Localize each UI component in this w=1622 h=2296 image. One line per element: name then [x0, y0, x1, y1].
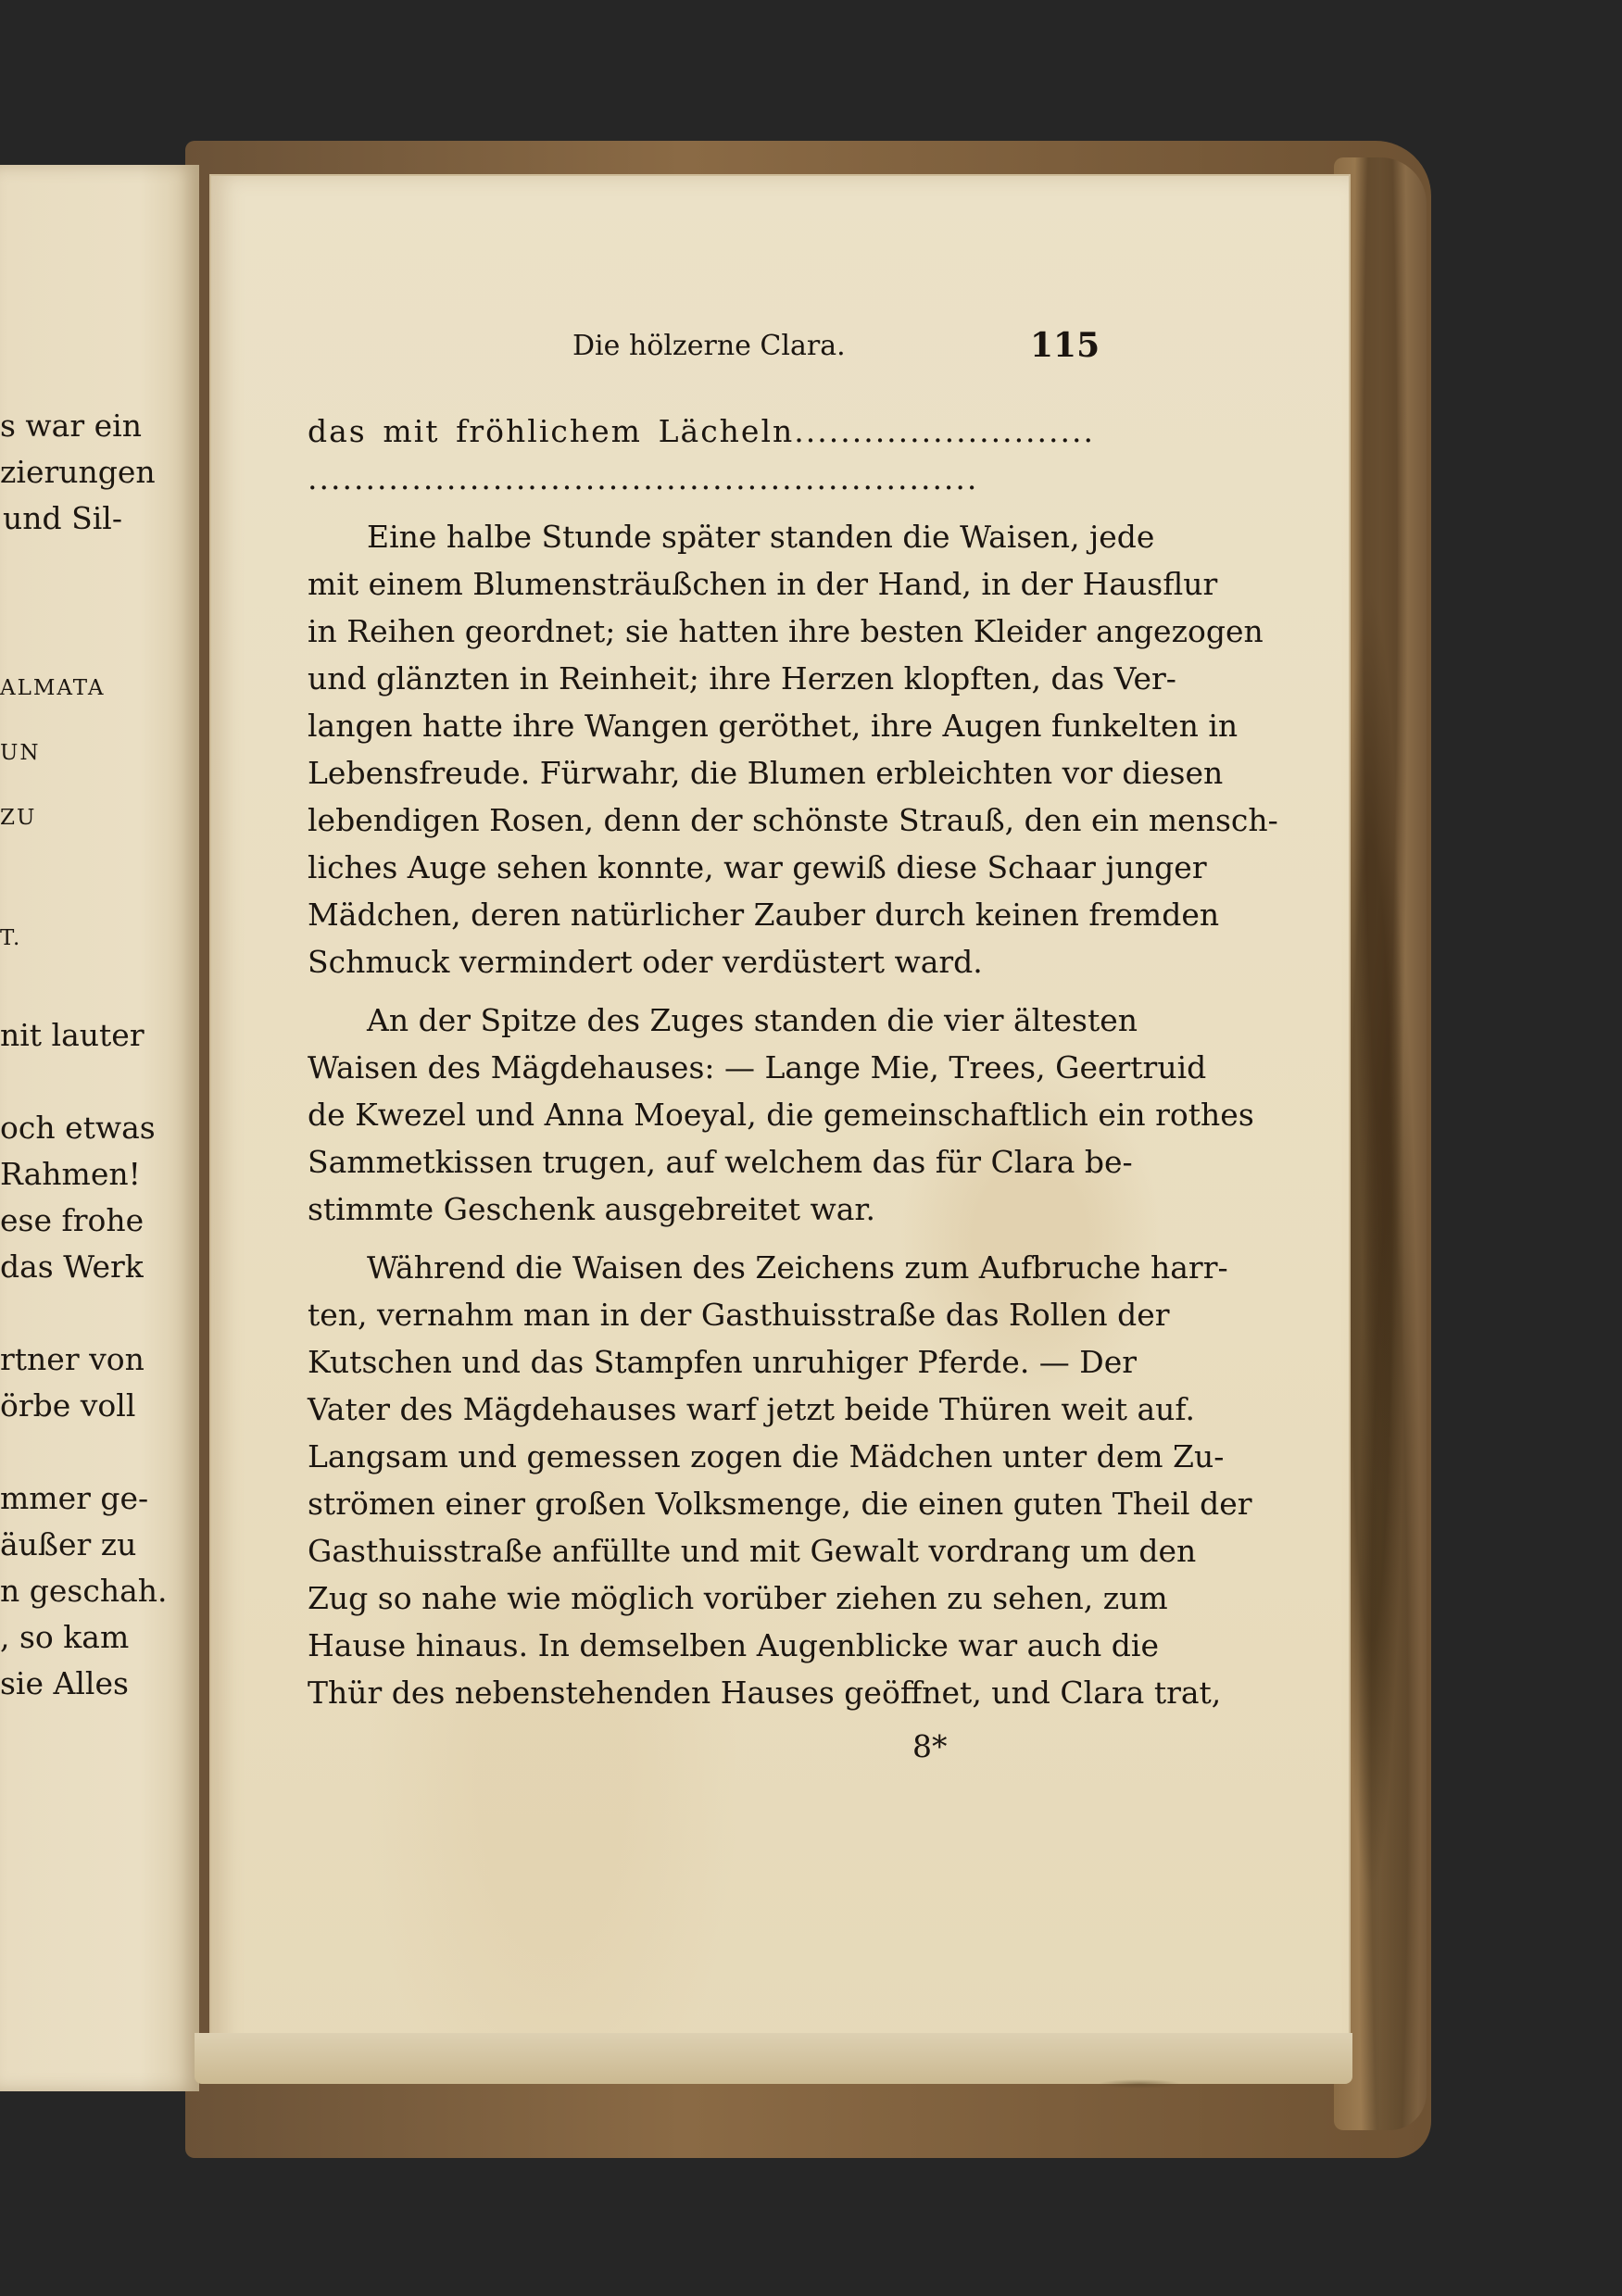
left-page-line: och etwas — [0, 1110, 156, 1146]
signature-mark: 8* — [912, 1728, 948, 1764]
text-line: Sammetkissen trugen, auf welchem das für Clara be- — [308, 1144, 1133, 1180]
text-line: Thür des nebenstehenden Hauses geöffnet, und Clara trat, — [308, 1675, 1222, 1711]
text-line: Langsam und gemessen zogen die Mädchen unter dem Zu- — [308, 1438, 1225, 1474]
text-line: Während die Waisen des Zeichens zum Aufbruche harr- — [367, 1249, 1228, 1286]
text-line: .......................................................... — [308, 460, 979, 496]
page-smudge — [1098, 2079, 1181, 2089]
left-page-line: nit lauter — [0, 1017, 145, 1053]
text-line: Schmuck vermindert oder verdüstert ward. — [308, 944, 983, 980]
text-line: Gasthuisstraße anfüllte und mit Gewalt vordrang um den — [308, 1533, 1197, 1569]
left-page-line: zierungen — [0, 454, 156, 490]
text-line: langen hatte ihre Wangen geröthet, ihre Augen funkelten in — [308, 708, 1239, 744]
text-line: Mädchen, deren natürlicher Zauber durch keinen fremden — [308, 897, 1220, 933]
page-bottom-edge — [195, 2033, 1352, 2084]
text-line: stimmte Geschenk ausgebreitet war. — [308, 1191, 876, 1227]
left-page-line: örbe voll — [0, 1387, 136, 1424]
text-line: mit einem Blumensträußchen in der Hand, in der Hausflur — [308, 566, 1218, 602]
left-page-line: rtner von — [0, 1341, 145, 1377]
left-page-line: sie Alles — [0, 1665, 129, 1701]
text-line: liches Auge sehen konnte, war gewiß diese Schaar junger — [308, 849, 1207, 885]
left-page-line: n geschah. — [0, 1573, 168, 1609]
left-page-line: das Werk — [0, 1248, 144, 1285]
text-line: strömen einer großen Volksmenge, die einen guten Theil der — [308, 1486, 1252, 1522]
left-page-line: T. — [0, 926, 22, 950]
left-page-line: mmer ge- — [0, 1480, 149, 1516]
text-line: das mit fröhlichem Lächeln.......................... — [308, 413, 1095, 449]
text-line: in Reihen geordnet; sie hatten ihre besten Kleider angezogen — [308, 613, 1264, 649]
text-line: ten, vernahm man in der Gasthuisstraße das Rollen der — [308, 1297, 1170, 1333]
left-page — [0, 165, 199, 2091]
text-line: Vater des Mägdehauses warf jetzt beide Thüren weit auf. — [308, 1391, 1195, 1427]
page-number: 115 — [1030, 326, 1100, 365]
text-line: Lebensfreude. Fürwahr, die Blumen erbleichten vor diesen — [308, 755, 1224, 791]
left-page-line: Rahmen! — [0, 1156, 141, 1192]
page-body — [308, 408, 1278, 1716]
left-page-line: und Sil- — [3, 500, 122, 536]
text-line: Kutschen und das Stampfen unruhiger Pferde. — Der — [308, 1344, 1138, 1380]
left-page-line: s war ein — [0, 408, 142, 444]
left-page-line: UN — [0, 741, 41, 765]
left-page-line: , so kam — [0, 1619, 130, 1655]
running-title: Die hölzerne Clara. — [572, 330, 846, 362]
text-line: lebendigen Rosen, denn der schönste Strauß, den ein mensch- — [308, 802, 1278, 838]
text-line: Eine halbe Stunde später standen die Waisen, jede — [367, 519, 1155, 555]
text-line: Waisen des Mägdehauses: — Lange Mie, Trees, Geertruid — [308, 1049, 1207, 1085]
left-page-line: ese frohe — [0, 1202, 145, 1238]
text-line: Hause hinaus. In demselben Augenblicke war auch die — [308, 1627, 1159, 1663]
left-page-line: ALMATA — [0, 676, 106, 700]
left-page-line: ZU — [0, 806, 37, 830]
left-page-line: äußer zu — [0, 1526, 137, 1562]
text-line: de Kwezel und Anna Moeyal, die gemeinschaftlich ein rothes — [308, 1097, 1254, 1133]
text-line: An der Spitze des Zuges standen die vier ältesten — [367, 1002, 1138, 1038]
page-header — [0, 326, 1622, 376]
text-line: Zug so nahe wie möglich vorüber ziehen zu sehen, zum — [308, 1580, 1168, 1616]
text-line: und glänzten in Reinheit; ihre Herzen klopften, das Ver- — [308, 660, 1176, 696]
